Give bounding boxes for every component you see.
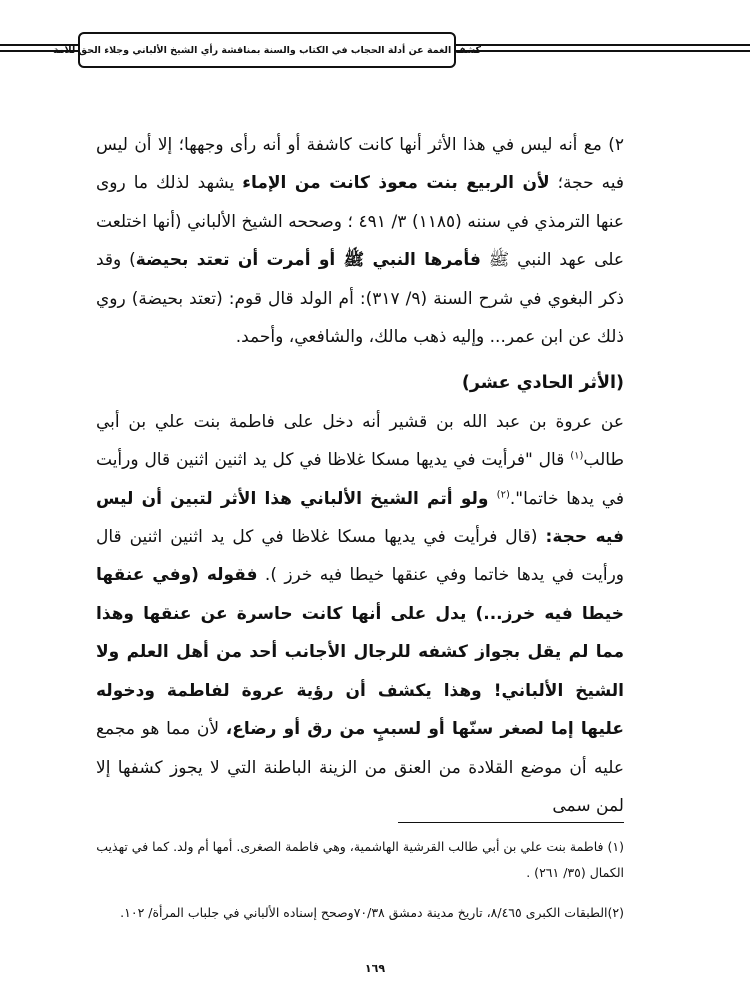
bold-phrase: فأمرها النبي ﷺ أو أمرت أن تعتد بحيضة <box>135 250 481 271</box>
footnotes <box>96 834 624 926</box>
footnote-1: (١) فاطمة بنت علي بن أبي طالب القرشية الهاشمية، وهي فاطمة الصغرى. أمها أم ولد. كما في تهذيب الكمال (٣٥/ ٢٦١) . <box>96 839 624 880</box>
bold-phrase: ولو أتم الشيخ الألباني هذا الأثر لتبين أن ليس فيه حجة: <box>96 488 624 548</box>
main-text <box>96 126 624 825</box>
footnote-2: (٢)الطبقات الكبرى ٨/٤٦٥، تاريخ مدينة دمشق ٧٠/٣٨وصحح إسناده الألباني في جلباب المرأة/ ١٠٢. <box>120 905 624 920</box>
bold-phrase: لأن الربيع بنت معوذ كانت من الإماء <box>242 173 550 194</box>
section-heading: (الأثر الحادي عشر) <box>461 373 624 394</box>
running-header <box>0 30 750 66</box>
footnote-ref-2[interactable]: (٢) <box>496 489 510 500</box>
header-title: كشف الغمة عن أدلة الحجاب في الكتاب والسنة بمناقشة رأي الشيخ الألباني وجلاء الحق للأمة <box>52 44 482 56</box>
paragraph-point-2: ٢) مع أنه ليس في هذا الأثر أنها كانت كاشفة أو أنه رأى وجهها؛ إلا أن ليس فيه حجة؛ لأن الربيع بنت معوذ كانت من الإماء يشهد لذلك ما روى عنها الترمذي في سننه (١١٨٥) ٣/ ٤٩١ ؛ وصححه الشيخ الألباني (أنها اختلعت على عهد النبي ﷺ فأمرها النبي ﷺ أو أمرت أن تعتد بحيضة) وقد ذكر البغوي في شرح السنة (٩/ ٣١٧): أم الولد قال قوم: (تعتد بحيضة) روي ذلك عن ابن عمر... وإليه ذهب مالك، والشافعي، وأحمد. <box>96 135 625 348</box>
header-title-box <box>52 32 482 68</box>
footnote-ref-1[interactable]: (١) <box>570 450 584 462</box>
bold-phrase: فقوله (وفي عنقها خيطا فيه خرز...) يدل على أنها كانت حاسرة عن عنقها وهذا مما لم يقل بجواز كشفه للرجال الأجانب أحد من أهل العلم ولا الشيخ الألباني! وهذا يكشف أن رؤية عروة لفاطمة ودخوله عليها إما لصغر سنّها أو لسببٍ من رق أو رضاع، <box>96 565 624 740</box>
footnote-separator <box>398 822 624 823</box>
page-number: ١٦٩ <box>364 962 386 975</box>
paragraph-athar-11: عن عروة بن عبد الله بن قشير أنه دخل على فاطمة بنت علي بن أبي طالب$^{(١)}$ قال "فرأيت في يديها مسكا غلاظا في كل يد اثنين اثنين قال ورأيت في يدها خاتما".$^{(٢)}$ ولو أتم الشيخ الألباني هذا الأثر لتبين أن ليس فيه حجة: (قال فرأيت في يديها مسكا غلاظا في كل يد اثنين اثنين قال ورأيت في يدها خاتما وفي عنقها خيطا فيه خرز ). فقوله (وفي عنقها خيطا فيه خرز...) يدل على أنها كانت حاسرة عن عنقها وهذا مما لم يقل بجواز كشفه للرجال الأجانب أحد من أهل العلم ولا الشيخ الألباني! وهذا يكشف أن رؤية عروة لفاطمة ودخوله عليها إما لصغر سنّها أو لسببٍ من رق أو رضاع، لأن مما هو مجمع عليه أن موضع القلادة من العنق من الزينة الباطنة التي لا يجوز كشفها إلا لمن سمى <box>96 411 624 816</box>
